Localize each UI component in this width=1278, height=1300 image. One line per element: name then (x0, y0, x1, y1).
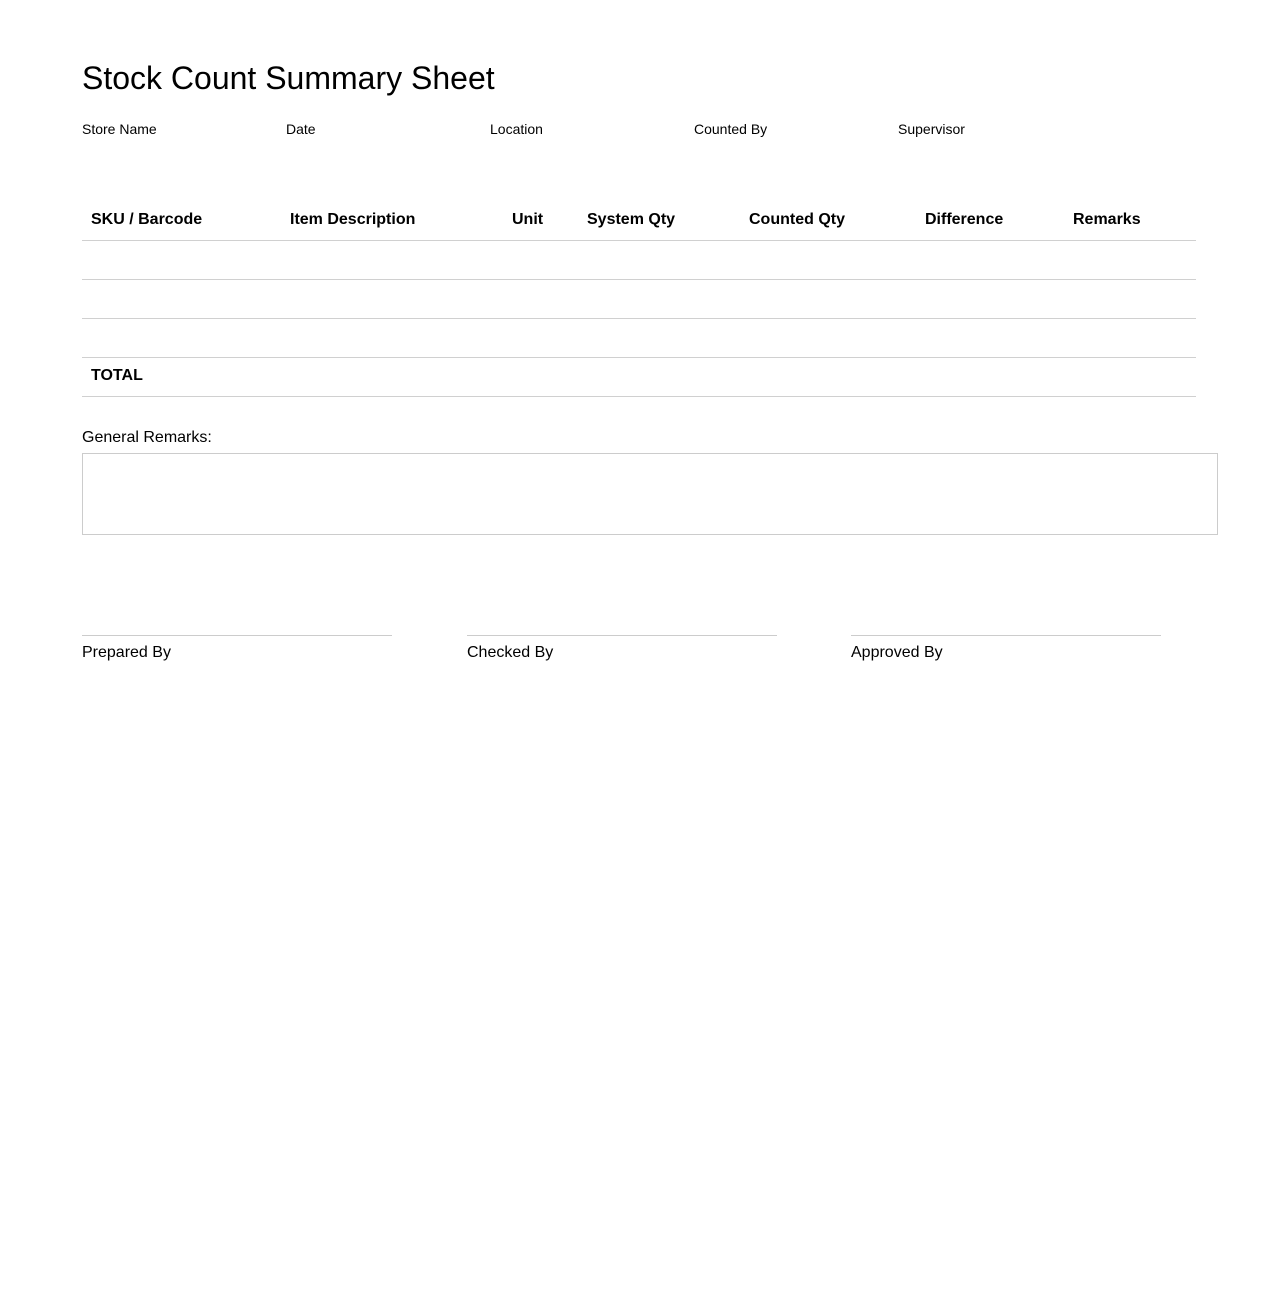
prepared-by-label: Prepared By (82, 644, 171, 661)
approved-by-signature-line[interactable] (851, 635, 1161, 636)
counted-by-field[interactable]: Counted By (694, 121, 768, 137)
table-row[interactable] (82, 319, 1196, 357)
total-label: TOTAL (91, 367, 143, 384)
checked-by-label: Checked By (467, 644, 554, 661)
divider (82, 396, 1196, 397)
date-field[interactable]: Date (286, 121, 316, 137)
table-row[interactable] (82, 280, 1196, 318)
store-name-field[interactable]: Store Name (82, 121, 157, 137)
general-remarks-label: General Remarks: (82, 429, 212, 446)
approved-by-label: Approved By (851, 644, 943, 661)
checked-by-signature-line[interactable] (467, 635, 777, 636)
general-remarks-input[interactable] (82, 453, 1218, 535)
col-header-description: Item Description (290, 211, 416, 228)
table-row[interactable] (82, 241, 1196, 279)
supervisor-field[interactable]: Supervisor (898, 121, 965, 137)
col-header-sku: SKU / Barcode (91, 211, 203, 228)
col-header-remarks: Remarks (1073, 211, 1141, 228)
location-field[interactable]: Location (490, 121, 543, 137)
col-header-system-qty: System Qty (587, 211, 676, 228)
divider (82, 357, 1196, 358)
col-header-difference: Difference (925, 211, 1004, 228)
col-header-counted-qty: Counted Qty (749, 211, 845, 228)
col-header-unit: Unit (512, 211, 544, 228)
prepared-by-signature-line[interactable] (82, 635, 392, 636)
page-title: Stock Count Summary Sheet (82, 60, 495, 96)
